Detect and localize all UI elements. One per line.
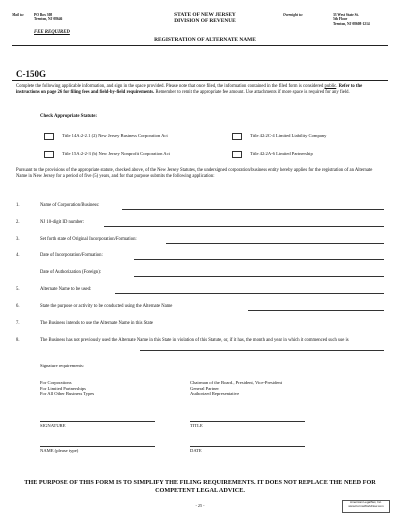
fee-required-note: FEE REQUIRED <box>34 30 70 35</box>
overnight-block <box>283 13 393 26</box>
signer-types-list <box>40 380 94 397</box>
field-3-number: 3. <box>16 237 20 242</box>
statute-title: Check Appropriate Statute: <box>40 114 97 119</box>
authorization-date-line[interactable] <box>134 276 384 277</box>
statute-label-nonprofit: Title 15A:2-2-3 (b) New Jersey Nonprofit Corporation Act <box>62 151 170 156</box>
statute-checkbox-llc[interactable] <box>232 133 242 140</box>
intro-text-2: . <box>336 84 339 89</box>
statute-checkbox-nonprofit[interactable] <box>44 151 54 158</box>
title-line[interactable] <box>190 421 305 422</box>
signer-role-corporation: Chairman of the Board., President, Vice-President <box>190 380 283 385</box>
field-4-number: 4. <box>16 253 20 258</box>
field-2-number: 2. <box>16 220 20 225</box>
field-2-label: NJ 10-digit ID number: <box>40 220 85 225</box>
signer-role-other: Authorized Representative <box>190 391 240 397</box>
form-number: C-150G <box>16 69 46 79</box>
signer-type-limited-partnership: For Limited Partnerships <box>40 385 86 391</box>
intro-text-3: Remember to remit the appropriate fee amount. Use attachments if more space is required for any field. <box>154 90 350 96</box>
corporation-name-line[interactable] <box>122 209 384 210</box>
field-1-label: Name of Corporation/Business: <box>40 203 100 208</box>
overnight-address-line2: 5th Floor <box>333 17 348 22</box>
pursuant-paragraph: Pursuant to the provisions of the appropriate statute, checked above, of the New Jersey Statutes, the undersigned corporation/business entity hereby applies for the registration of an Alternate Name in New Jersey for a period of five (5) years, and for that purpose submits the following application: <box>16 168 373 180</box>
date-label: DATE <box>190 448 202 453</box>
field-3-label: Set forth state of Original Incorporation/Formation: <box>40 237 137 242</box>
page-number: - 25 - <box>195 503 205 508</box>
field-8-text: The Business has not previously used the Alternate Name in this State in violation of this Statute, or, if it has, the month and year in which it commenced such use is <box>40 338 349 343</box>
field-4b-label: Date of Authorization (Foreign): <box>40 270 102 275</box>
nj-id-number-line[interactable] <box>104 226 384 227</box>
overnight-address-line3: Trenton, NJ 08608-1214 <box>333 21 370 26</box>
division-name: DIVISION OF REVENUE <box>174 18 236 25</box>
field-4-label: Date of Incorporation/Formation: <box>40 253 103 258</box>
signature-label: SIGNATURE <box>40 423 66 428</box>
field-5-label: Alternate Name to be used: <box>40 287 92 292</box>
overnight-label: Overnight to: <box>283 13 303 17</box>
purpose-line[interactable] <box>248 310 384 311</box>
agency-header <box>110 12 300 25</box>
signer-role-limited-partnership: General Partner <box>190 385 219 391</box>
overnight-address-line1: 33 West State St. <box>333 13 359 17</box>
prior-use-date-line[interactable] <box>140 350 384 351</box>
signer-type-corporation: For Corporations <box>40 380 72 385</box>
statute-checkbox-lp[interactable] <box>232 151 242 158</box>
mail-to-label: Mail to: <box>12 13 24 17</box>
signer-roles-list <box>190 380 282 397</box>
form-title: REGISTRATION OF ALTERNATE NAME <box>154 37 256 43</box>
alternate-name-line[interactable] <box>115 293 384 294</box>
field-6-number: 6. <box>16 304 20 309</box>
logo-line2: www.FormsWorkFlow.com <box>348 503 384 508</box>
field-8-number: 8. <box>16 338 20 343</box>
legal-advice-notice: THE PURPOSE OF THIS FORM IS TO SIMPLIFY THE FILING REQUIREMENTS. IT DOES NOT REPLACE THE NEED FOR COMPETENT LEGAL ADVICE. <box>24 479 376 494</box>
intro-paragraph <box>16 84 384 96</box>
incorporation-date-line[interactable] <box>134 259 384 260</box>
field-6-label: State the purpose or activity to be conducted using the Alternate Name <box>40 304 173 309</box>
statute-checkbox-bca[interactable] <box>44 133 54 140</box>
state-name: STATE OF NEW JERSEY <box>174 12 236 18</box>
mail-to-address-line1: PO Box 308 <box>34 13 53 17</box>
statute-label-llc: Title 42:2C-4 Limited Liability Company <box>250 133 327 138</box>
form-number-divider <box>12 80 388 81</box>
statute-label-bca: Title 14A:2-2.1 (2) New Jersey Business Corporation Act <box>62 133 168 138</box>
header-divider <box>12 45 388 46</box>
title-label: TITLE <box>190 423 203 428</box>
logo-line1: American LegalNet, Inc. <box>349 500 382 504</box>
state-of-incorporation-line[interactable] <box>166 243 384 244</box>
statute-label-lp: Title 42:2A-6 Limited Partnership <box>250 151 313 156</box>
field-1-number: 1. <box>16 203 20 208</box>
mail-to-address-line2: Trenton, NJ 08646 <box>34 17 63 22</box>
signer-type-other: For All Other Business Types <box>40 391 95 397</box>
field-5-number: 5. <box>16 287 20 292</box>
field-7-label: The Business intends to use the Alternate Name in this State <box>40 321 154 326</box>
signature-requirements-title: Signature requirements: <box>40 363 85 368</box>
intro-instructions: Refer to the instructions on page 26 for filing fees and field-by-field requirements. <box>16 84 363 96</box>
american-legalnet-logo <box>342 500 390 513</box>
name-line[interactable] <box>40 446 155 447</box>
mail-to-block <box>12 13 122 22</box>
field-7-number: 7. <box>16 321 20 326</box>
date-line[interactable] <box>190 446 305 447</box>
intro-text-1: Complete the following applicable information, and sign in the space provided. Please note that once filed, the information contained in the filed form is considered <box>16 84 325 89</box>
name-label: NAME (please type) <box>40 448 79 453</box>
signature-line[interactable] <box>40 421 155 422</box>
intro-public: public <box>324 84 337 89</box>
